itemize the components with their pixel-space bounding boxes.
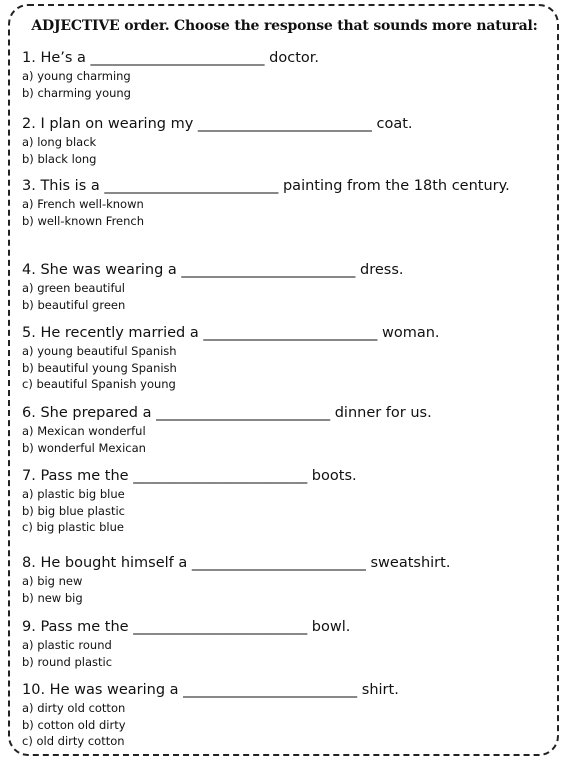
answer-option[interactable]: b) round plastic (22, 654, 113, 669)
question-9 (22, 617, 550, 670)
question-4 (22, 260, 550, 313)
answer-option[interactable]: b) black long (22, 151, 97, 166)
question-8 (22, 553, 550, 606)
answer-option[interactable]: a) young beautiful Spanish (22, 344, 177, 358)
question-5 (22, 323, 550, 393)
question-stem: 7. Pass me the ________________________ boots. (22, 468, 357, 484)
question-stem: 8. He bought himself a ________________________ sweatshirt. (22, 555, 451, 571)
answer-option[interactable]: a) plastic big blue (22, 487, 125, 501)
question-10 (22, 680, 550, 750)
question-stem: 3. This is a ________________________ painting from the 18th century. (22, 178, 510, 194)
question-stem: 4. She was wearing a ________________________ dress. (22, 262, 404, 278)
answer-option[interactable]: a) plastic round (22, 638, 112, 652)
question-1 (22, 48, 550, 101)
answer-option[interactable]: b) wonderful Mexican (22, 440, 146, 455)
answer-option[interactable]: b) well-known French (22, 213, 145, 228)
answer-option[interactable]: a) green beautiful (22, 281, 126, 295)
question-stem: 1. He’s a ________________________ doctor. (22, 50, 319, 66)
question-6 (22, 403, 550, 456)
answer-option[interactable]: a) long black (22, 135, 97, 149)
answer-option[interactable]: b) beautiful green (22, 297, 126, 312)
answer-option[interactable]: b) charming young (22, 85, 131, 100)
question-stem: 9. Pass me the ________________________ bowl. (22, 619, 351, 635)
question-2 (22, 114, 550, 167)
answer-option[interactable]: b) beautiful young Spanish (22, 360, 177, 375)
answer-option[interactable]: b) big blue plastic (22, 503, 125, 518)
answer-option[interactable]: a) Mexican wonderful (22, 424, 146, 438)
answer-option[interactable]: a) French well-known (22, 197, 144, 211)
answer-option[interactable]: c) beautiful Spanish young (22, 377, 176, 391)
answer-option[interactable]: a) dirty old cotton (22, 701, 126, 715)
answer-option[interactable]: b) new big (22, 590, 83, 605)
question-7 (22, 466, 550, 536)
question-3 (22, 176, 550, 229)
answer-option[interactable]: c) old dirty cotton (22, 734, 125, 748)
question-stem: 10. He was wearing a ________________________ shirt. (22, 682, 399, 698)
answer-option[interactable]: a) big new (22, 574, 83, 588)
answer-option[interactable]: c) big plastic blue (22, 520, 124, 534)
question-stem: 6. She prepared a ________________________ dinner for us. (22, 405, 432, 421)
question-stem: 2. I plan on wearing my ________________________ coat. (22, 116, 413, 132)
worksheet-title: ADJECTIVE order. Choose the response that sounds more natural: (31, 18, 538, 34)
answer-option[interactable]: a) young charming (22, 69, 131, 83)
answer-option[interactable]: b) cotton old dirty (22, 717, 126, 732)
question-stem: 5. He recently married a ________________________ woman. (22, 325, 440, 341)
